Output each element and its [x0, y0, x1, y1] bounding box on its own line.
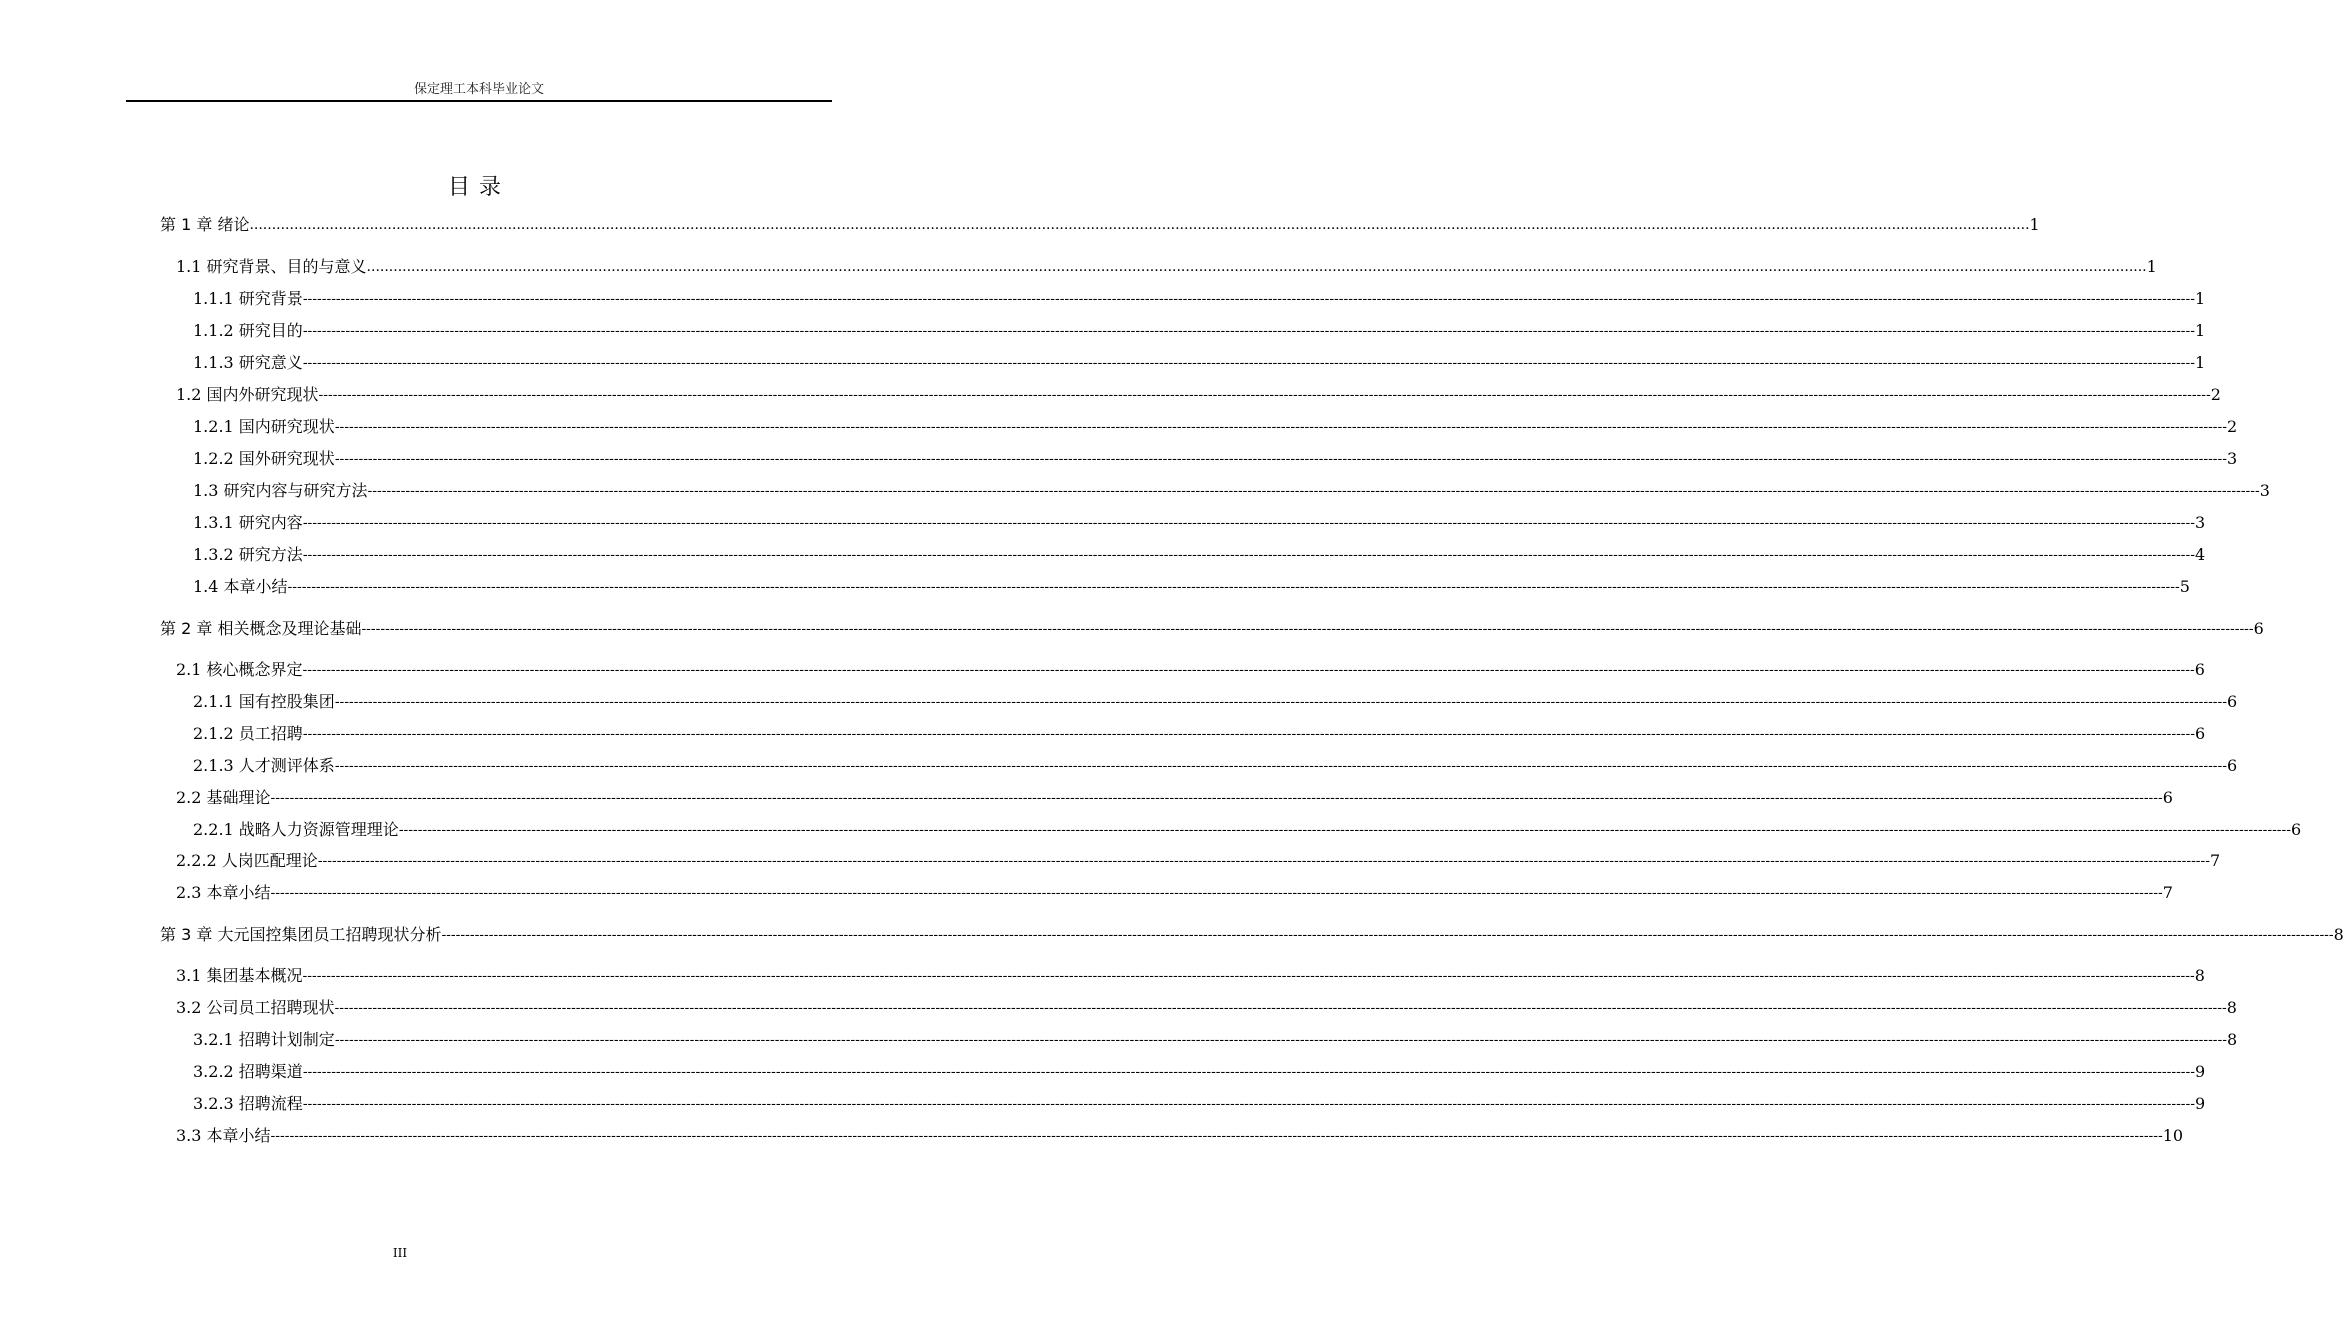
toc-entry-label: 1.2.2 国外研究现状 — [193, 449, 335, 468]
toc-leader: ---------------------------------------------------------------------------------------------------------------------------------------------------------------------------------------------------------------------------------------------------------------------------------------------------------------------------------------------------------------------------------------------------------------- — [334, 419, 2227, 435]
toc-entry-label: 1.1 研究背景、目的与意义 — [176, 257, 367, 276]
toc-entry[interactable] — [193, 481, 2270, 501]
toc-leader: ---------------------------------------------------------------------------------------------------------------------------------------------------------------------------------------------------------------------------------------------------------------------------------------------------------------------------------------------------------------------------------------------------------------- — [334, 694, 2227, 710]
toc-entry-page: 6 — [2227, 692, 2238, 711]
toc-title: 目 录 — [448, 175, 502, 200]
toc-leader: ---------------------------------------------------------------------------------------------------------------------------------------------------------------------------------------------------------------------------------------------------------------------------------------------------------------------------------------------------------------------------------------------------------------- — [270, 790, 2163, 806]
toc-entry-label: 2.2.2 人岗匹配理论 — [176, 851, 318, 870]
toc-leader: ---------------------------------------------------------------------------------------------------------------------------------------------------------------------------------------------------------------------------------------------------------------------------------------------------------------------------------------------------------------------------------------------------------------- — [398, 822, 2291, 838]
toc-entry-page: 6 — [2253, 619, 2264, 638]
toc-entry-label: 1.3.1 研究内容 — [193, 513, 303, 532]
toc-entry-label: 第 1 章 绪论 — [160, 215, 250, 234]
toc-entry-label: 3.2.1 招聘计划制定 — [193, 1030, 335, 1049]
toc-leader: ---------------------------------------------------------------------------------------------------------------------------------------------------------------------------------------------------------------------------------------------------------------------------------------------------------------------------------------------------------------------------------------------------------------- — [270, 1128, 2163, 1144]
toc-entry-page: 6 — [2227, 756, 2238, 775]
toc-entry-page: 1 — [2195, 353, 2206, 372]
toc-leader: ................................................................................................................................................................................................................................................................................................................................................................................................................ — [249, 217, 2030, 233]
toc-entry-page: 5 — [2179, 577, 2190, 596]
toc-entry[interactable] — [193, 449, 2238, 469]
toc-entry-page: 7 — [2162, 883, 2173, 902]
toc-leader: ---------------------------------------------------------------------------------------------------------------------------------------------------------------------------------------------------------------------------------------------------------------------------------------------------------------------------------------------------------------------------------------------------------------- — [441, 927, 2334, 943]
toc-leader: ---------------------------------------------------------------------------------------------------------------------------------------------------------------------------------------------------------------------------------------------------------------------------------------------------------------------------------------------------------------------------------------------------------------- — [302, 547, 2195, 563]
header-rule — [126, 100, 832, 102]
toc-entry[interactable] — [193, 513, 2206, 533]
toc-leader: ................................................................................................................................................................................................................................................................................................................................................................................................................ — [366, 259, 2147, 275]
toc-entry[interactable] — [193, 756, 2238, 776]
toc-entry[interactable] — [160, 619, 2264, 639]
toc-leader: ---------------------------------------------------------------------------------------------------------------------------------------------------------------------------------------------------------------------------------------------------------------------------------------------------------------------------------------------------------------------------------------------------------------- — [317, 853, 2210, 869]
toc-entry-label: 2.1.2 员工招聘 — [193, 724, 303, 743]
toc-entry[interactable] — [193, 321, 2206, 341]
toc-entry-label: 1.3.2 研究方法 — [193, 545, 303, 564]
toc-leader: ---------------------------------------------------------------------------------------------------------------------------------------------------------------------------------------------------------------------------------------------------------------------------------------------------------------------------------------------------------------------------------------------------------------- — [302, 355, 2195, 371]
toc-entry[interactable] — [176, 998, 2237, 1018]
toc-entry-page: 1 — [2195, 289, 2206, 308]
toc-entry[interactable] — [176, 966, 2205, 986]
toc-entry[interactable] — [193, 724, 2206, 744]
toc-entry-page: 8 — [2227, 1030, 2238, 1049]
toc-entry[interactable] — [176, 883, 2173, 903]
toc-entry-page: 8 — [2333, 925, 2344, 944]
toc-leader: ---------------------------------------------------------------------------------------------------------------------------------------------------------------------------------------------------------------------------------------------------------------------------------------------------------------------------------------------------------------------------------------------------------------- — [287, 579, 2180, 595]
toc-entry[interactable] — [193, 820, 2302, 840]
toc-entry-page: 9 — [2195, 1062, 2206, 1081]
toc-entry[interactable] — [193, 353, 2206, 373]
toc-entry-page: 9 — [2195, 1094, 2206, 1113]
toc-entry-page: 4 — [2195, 545, 2206, 564]
toc-entry-page: 8 — [2226, 998, 2237, 1017]
toc-entry-label: 3.2 公司员工招聘现状 — [176, 998, 335, 1017]
toc-entry-page: 1 — [2146, 257, 2157, 276]
toc-entry[interactable] — [193, 1062, 2206, 1082]
toc-entry-label: 2.1.3 人才测评体系 — [193, 756, 335, 775]
toc-leader: ---------------------------------------------------------------------------------------------------------------------------------------------------------------------------------------------------------------------------------------------------------------------------------------------------------------------------------------------------------------------------------------------------------------- — [367, 483, 2260, 499]
toc-entry-label: 2.2.1 战略人力资源管理理论 — [193, 820, 399, 839]
toc-entry-label: 1.2.1 国内研究现状 — [193, 417, 335, 436]
toc-entry-page: 3 — [2227, 449, 2238, 468]
toc-entry[interactable] — [193, 289, 2206, 309]
toc-entry[interactable] — [176, 1126, 2184, 1146]
toc-entry[interactable] — [176, 851, 2221, 871]
toc-entry[interactable] — [176, 385, 2221, 405]
toc-entry-page: 3 — [2259, 481, 2270, 500]
toc-leader: ---------------------------------------------------------------------------------------------------------------------------------------------------------------------------------------------------------------------------------------------------------------------------------------------------------------------------------------------------------------------------------------------------------------- — [318, 387, 2211, 403]
toc-leader: ---------------------------------------------------------------------------------------------------------------------------------------------------------------------------------------------------------------------------------------------------------------------------------------------------------------------------------------------------------------------------------------------------------------- — [270, 885, 2163, 901]
toc-entry-page: 1 — [2029, 215, 2040, 234]
toc-entry-page: 6 — [2162, 788, 2173, 807]
toc-entry-label: 1.2 国内外研究现状 — [176, 385, 319, 404]
toc-leader: ---------------------------------------------------------------------------------------------------------------------------------------------------------------------------------------------------------------------------------------------------------------------------------------------------------------------------------------------------------------------------------------------------------------- — [302, 1096, 2195, 1112]
toc-entry-label: 1.1.1 研究背景 — [193, 289, 303, 308]
toc-leader: ---------------------------------------------------------------------------------------------------------------------------------------------------------------------------------------------------------------------------------------------------------------------------------------------------------------------------------------------------------------------------------------------------------------- — [302, 515, 2195, 531]
toc-entry-page: 10 — [2162, 1126, 2184, 1145]
toc-entry-label: 1.4 本章小结 — [193, 577, 288, 596]
toc-entry[interactable] — [193, 1030, 2238, 1050]
toc-entry[interactable] — [176, 660, 2205, 680]
toc-entry-page: 2 — [2210, 385, 2221, 404]
page-number: III — [392, 1246, 408, 1260]
toc-leader: ---------------------------------------------------------------------------------------------------------------------------------------------------------------------------------------------------------------------------------------------------------------------------------------------------------------------------------------------------------------------------------------------------------------- — [302, 1064, 2195, 1080]
toc-entry-label: 第 3 章 大元国控集团员工招聘现状分析 — [160, 925, 442, 944]
toc-entry-page: 6 — [2194, 660, 2205, 679]
toc-entry-label: 3.2.2 招聘渠道 — [193, 1062, 303, 1081]
toc-leader: ---------------------------------------------------------------------------------------------------------------------------------------------------------------------------------------------------------------------------------------------------------------------------------------------------------------------------------------------------------------------------------------------------------------- — [334, 1000, 2227, 1016]
toc-entry-label: 2.1.1 国有控股集团 — [193, 692, 335, 711]
toc-entry[interactable] — [193, 545, 2206, 565]
toc-entry[interactable] — [160, 925, 2344, 945]
running-header: 保定理工本科毕业论文 — [413, 82, 544, 97]
toc-entry-page: 7 — [2210, 851, 2221, 870]
toc-entry-page: 6 — [2195, 724, 2206, 743]
toc-leader: ---------------------------------------------------------------------------------------------------------------------------------------------------------------------------------------------------------------------------------------------------------------------------------------------------------------------------------------------------------------------------------------------------------------- — [302, 662, 2195, 678]
toc-entry-page: 3 — [2195, 513, 2206, 532]
toc-entry-label: 3.2.3 招聘流程 — [193, 1094, 303, 1113]
toc-entry[interactable] — [160, 215, 2040, 235]
toc-leader: ---------------------------------------------------------------------------------------------------------------------------------------------------------------------------------------------------------------------------------------------------------------------------------------------------------------------------------------------------------------------------------------------------------------- — [302, 968, 2195, 984]
toc-entry-label: 1.3 研究内容与研究方法 — [193, 481, 368, 500]
toc-entry-page: 8 — [2194, 966, 2205, 985]
toc-leader: ---------------------------------------------------------------------------------------------------------------------------------------------------------------------------------------------------------------------------------------------------------------------------------------------------------------------------------------------------------------------------------------------------------------- — [334, 1032, 2227, 1048]
toc-leader: ---------------------------------------------------------------------------------------------------------------------------------------------------------------------------------------------------------------------------------------------------------------------------------------------------------------------------------------------------------------------------------------------------------------- — [302, 291, 2195, 307]
toc-entry[interactable] — [193, 1094, 2206, 1114]
toc-entry[interactable] — [193, 417, 2238, 437]
toc-entry-page: 1 — [2195, 321, 2206, 340]
toc-leader: ---------------------------------------------------------------------------------------------------------------------------------------------------------------------------------------------------------------------------------------------------------------------------------------------------------------------------------------------------------------------------------------------------------------- — [334, 451, 2227, 467]
toc-leader: ---------------------------------------------------------------------------------------------------------------------------------------------------------------------------------------------------------------------------------------------------------------------------------------------------------------------------------------------------------------------------------------------------------------- — [302, 726, 2195, 742]
toc-entry-label: 第 2 章 相关概念及理论基础 — [160, 619, 362, 638]
toc-leader: ---------------------------------------------------------------------------------------------------------------------------------------------------------------------------------------------------------------------------------------------------------------------------------------------------------------------------------------------------------------------------------------------------------------- — [302, 323, 2195, 339]
toc-entry[interactable] — [176, 257, 2157, 277]
toc-entry-label: 1.1.3 研究意义 — [193, 353, 303, 372]
toc-entry-label: 3.1 集团基本概况 — [176, 966, 303, 985]
toc-entry-page: 2 — [2227, 417, 2238, 436]
toc-entry-page: 6 — [2291, 820, 2302, 839]
toc-entry-label: 2.3 本章小结 — [176, 883, 271, 902]
toc-leader: ---------------------------------------------------------------------------------------------------------------------------------------------------------------------------------------------------------------------------------------------------------------------------------------------------------------------------------------------------------------------------------------------------------------- — [334, 758, 2227, 774]
toc-entry-label: 3.3 本章小结 — [176, 1126, 271, 1145]
toc-entry-label: 2.2 基础理论 — [176, 788, 271, 807]
toc-entry-label: 2.1 核心概念界定 — [176, 660, 303, 679]
toc-leader: ---------------------------------------------------------------------------------------------------------------------------------------------------------------------------------------------------------------------------------------------------------------------------------------------------------------------------------------------------------------------------------------------------------------- — [361, 621, 2254, 637]
toc-entry[interactable] — [176, 788, 2173, 808]
toc-entry-label: 1.1.2 研究目的 — [193, 321, 303, 340]
toc-entry[interactable] — [193, 692, 2238, 712]
toc-entry[interactable] — [193, 577, 2190, 597]
